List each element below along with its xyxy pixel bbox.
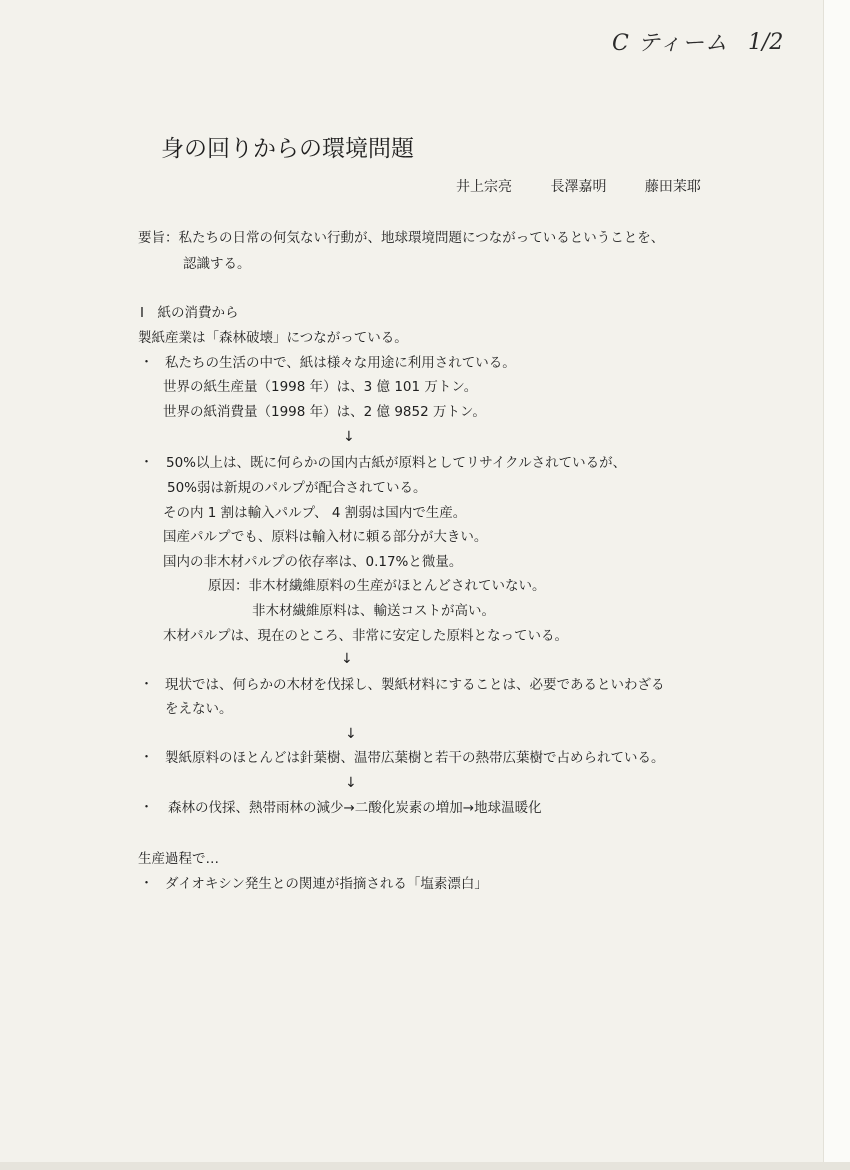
body-line: その内 1 割は輸入パルプ、 4 割弱は国内で生産。: [163, 505, 467, 521]
document-title: 身の回りからの環境問題: [161, 136, 414, 162]
bullet-marker: ・: [140, 800, 154, 815]
down-arrow-icon: ↓: [343, 429, 355, 445]
body-line: 製紙原料のほとんどは針葉樹、温帯広葉樹と若干の熱帯広葉樹で占められている。: [165, 750, 665, 766]
body-line: 私たちの生活の中で、紙は様々な用途に利用されている。: [165, 355, 516, 371]
body-line: 非木材繊維原料は、輸送コストが高い。: [252, 603, 495, 619]
body-line: 世界の紙生産量（1998 年）は、3 億 101 万トン。: [163, 379, 478, 395]
bullet-marker: ・: [140, 355, 154, 370]
bullet-marker: ・: [140, 876, 154, 891]
body-line: 原因：非木材繊維原料の生産がほとんどされていない。: [208, 578, 546, 594]
body-line: 50%弱は新規のパルプが配合されている。: [167, 480, 427, 496]
author-name: 長澤嘉明: [550, 179, 607, 195]
scan-edge-bottom: [0, 1162, 850, 1170]
body-line: 50%以上は、既に何らかの国内古紙が原料としてリサイクルされているが、: [166, 455, 627, 471]
summary-line: 認識する。: [183, 256, 251, 272]
body-line: ダイオキシン発生との関連が指摘される「塩素漂白」: [165, 876, 488, 892]
body-line: 世界の紙消費量（1998 年）は、2 億 9852 万トン。: [163, 404, 486, 420]
bullet-marker: ・: [140, 750, 154, 765]
summary-line: 要旨：私たちの日常の何気ない行動が、地球環境問題につながっているということを、: [138, 230, 665, 246]
handwritten-team-label: C ティーム: [612, 31, 729, 56]
author-list: [456, 176, 701, 196]
author-name: 井上宗亮: [456, 179, 512, 195]
bullet-marker: ・: [140, 455, 154, 470]
section-intro: 製紙産業は「森林破壊」につながっている。: [138, 330, 408, 346]
body-line: をえない。: [165, 701, 233, 717]
body-line: 木材パルプは、現在のところ、非常に安定した原料となっている。: [163, 628, 568, 644]
section-heading: Ⅰ 紙の消費から: [140, 305, 239, 321]
subsection-heading: 生産過程で…: [138, 851, 219, 867]
scan-edge-right: [823, 0, 850, 1170]
body-line: 森林の伐採、熱帯雨林の減少→二酸化炭素の増加→地球温暖化: [168, 800, 542, 816]
body-line: 国内の非木材パルプの依存率は、0.17%と微量。: [163, 554, 463, 570]
down-arrow-icon: ↓: [341, 651, 353, 667]
handwritten-page-number: 1/2: [748, 30, 784, 55]
bullet-marker: ・: [140, 677, 154, 692]
down-arrow-icon: ↓: [345, 775, 357, 791]
author-name: 藤田茉耶: [644, 179, 701, 195]
down-arrow-icon: ↓: [345, 726, 357, 742]
body-line: 現状では、何らかの木材を伐採し、製紙材料にすることは、必要であるといわざる: [165, 677, 665, 693]
body-line: 国産パルプでも、原料は輸入材に頼る部分が大きい。: [163, 529, 488, 545]
